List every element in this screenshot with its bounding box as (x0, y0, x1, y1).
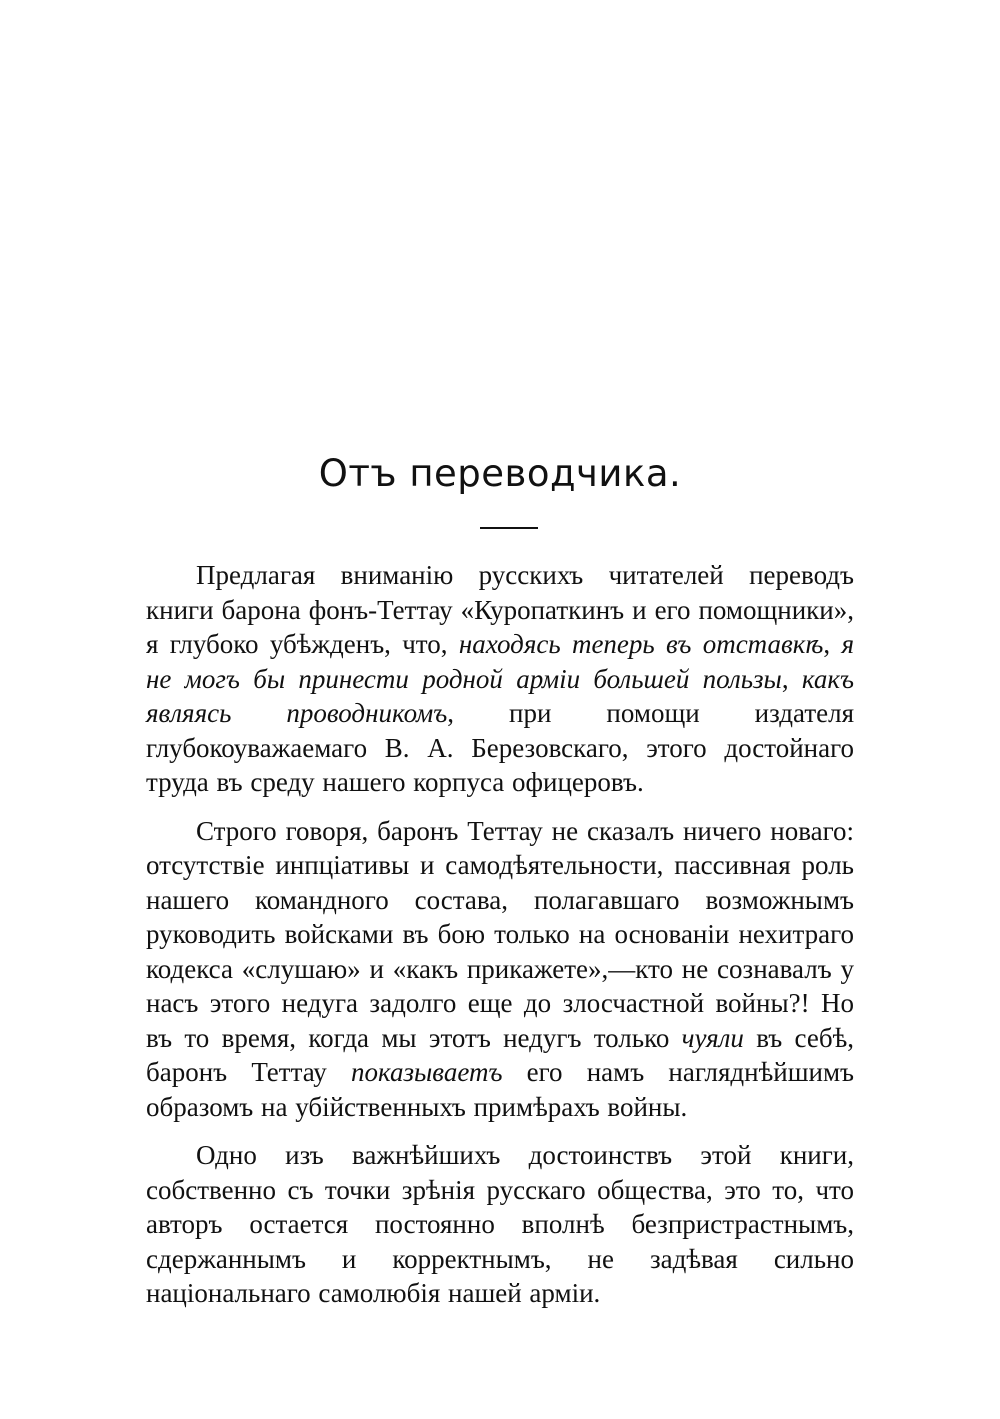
text-span: Строго говоря, баронъ Теттау не сказалъ ничего новаго: отсутствіе инпціативы и самодѣятельности, пассивная роль нашего командного состава, полагавшаго возможнымъ руководить войсками въ бою только на основаніи нехитраго кодекса «слушаю» и «какъ прикажете»,—кто не сознавалъ у насъ этого недуга задолго еще до злосчастной войны?! Но въ то время, когда мы этотъ недугъ только (146, 815, 854, 1053)
paragraph (146, 1138, 854, 1311)
italic-text-span: чуяли (681, 1022, 744, 1053)
text-span: Одно изъ важнѣйшихъ достоинствъ этой книги, собственно съ точки зрѣнія русскаго общества, это то, что авторъ остается постоянно вполнѣ безпристрастнымъ, сдержаннымъ и корректнымъ, не задѣвая сильно національнаго самолюбія нашей арміи. (146, 1140, 854, 1308)
italic-text-span: я не могъ бы принести родной арміи большей пользы (146, 629, 854, 694)
text-span: Предлагая вниманію русскихъ читателей переводъ книги барона фонъ-Теттау «Куропаткинъ и его помощники», я глубоко убѣжденъ, что, (146, 560, 854, 659)
body-text (146, 558, 854, 1325)
italic-text-span: какъ являясь проводникомъ (146, 663, 855, 728)
text-span: , при помощи издателя глубокоуважаемаго В. А. Березовскаго, этого достойнаго труда въ среду нашего корпуса офицеровъ. (146, 698, 855, 797)
title-rule (480, 527, 538, 529)
text-span: въ себѣ, баронъ Теттау (146, 1022, 854, 1087)
italic-text-span: показываетъ (351, 1057, 503, 1087)
text-span: , (823, 629, 842, 659)
italic-text-span: находясь теперь въ отставкѣ (458, 629, 824, 659)
text-span: его намъ нагляднѣйшимъ образомъ на убійственныхъ примѣрахъ войны. (146, 1057, 854, 1122)
page-title: Отъ переводчика. (318, 452, 682, 495)
paragraph (146, 558, 854, 800)
text-span: , (781, 663, 802, 694)
paragraph (146, 814, 854, 1125)
